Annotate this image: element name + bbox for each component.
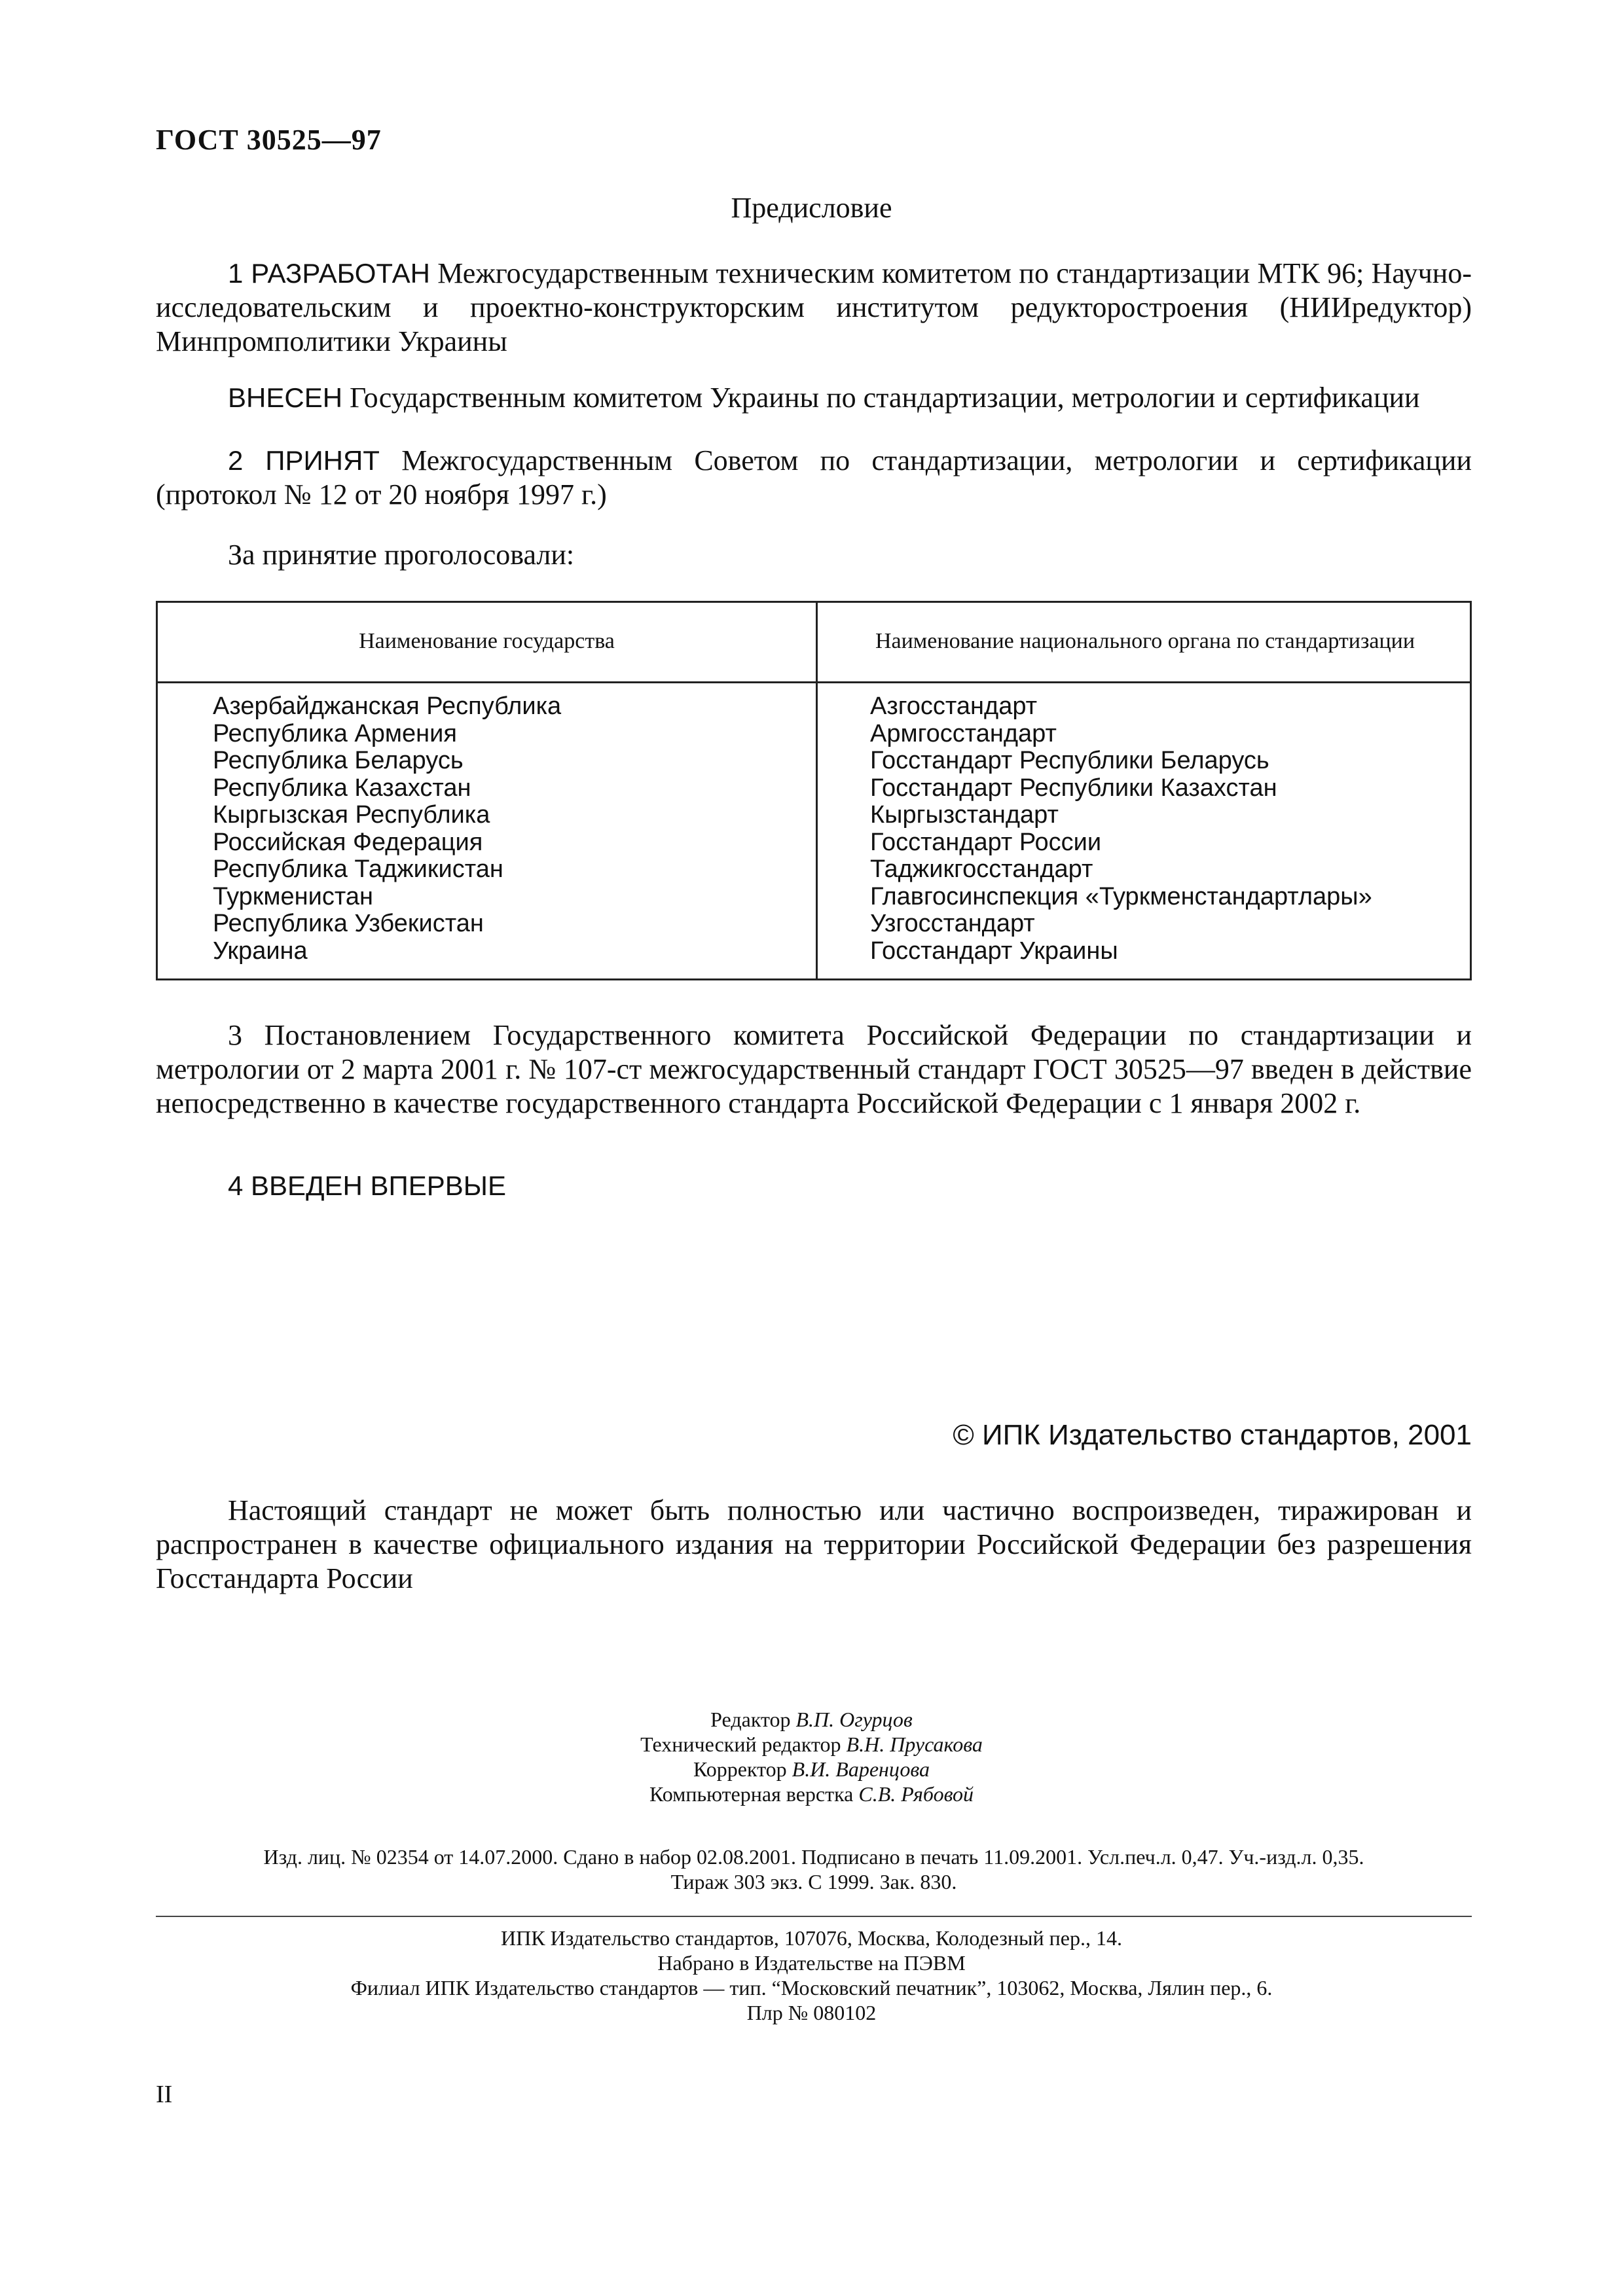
credit-name: В.Н. Прусакова xyxy=(846,1732,983,1756)
voting-table xyxy=(156,601,1472,980)
table-header-body: Наименование национального органа по стандартизации xyxy=(875,629,1415,653)
footer-line: ИПК Издательство стандартов, 107076, Москва, Колодезный пер., 14. xyxy=(501,1926,1122,1950)
paragraph-developed xyxy=(156,257,1472,359)
publication-info xyxy=(156,1844,1472,1894)
credit-proofreader xyxy=(0,1757,1623,1782)
publication-info-line: Изд. лиц. № 02354 от 14.07.2000. Сдано в набор 02.08.2001. Подписано в печать 11.09.2001. Усл.печ.л. 0,47. Уч.-изд.л. 0,35. xyxy=(263,1845,1364,1869)
developed-text: Межгосударственным техническим комитетом по стандартизации МТК 96; Научно-исследовательским и проектно-конструкторским институтом редукторостроения (НИИредуктор) Минпромполитики Украины xyxy=(156,257,1472,357)
imprint-footer xyxy=(0,1926,1623,2025)
credit-name: В.И. Варенцова xyxy=(792,1757,930,1781)
paragraph-enacted xyxy=(156,1018,1472,1121)
publication-info-line: Тираж 303 экз. С 1999. Зак. 830. xyxy=(670,1870,957,1893)
separator-rule xyxy=(156,1916,1472,1917)
table-column-bodies xyxy=(870,693,1372,965)
adopted-text: Межгосударственным Советом по стандартизации, метрологии и сертификации (протокол № 12 от 20 ноября 1997 г.) xyxy=(156,444,1472,511)
table-cell-body: Армгосстандарт xyxy=(870,719,1057,747)
footer-line: Плр № 080102 xyxy=(746,2001,877,2024)
table-cell-body: Узгосстандарт xyxy=(870,910,1035,937)
table-cell-state: Украина xyxy=(213,937,308,965)
table-cell-state: Азербайджанская Республика xyxy=(213,692,562,720)
credit-name: В.П. Огурцов xyxy=(795,1708,913,1731)
table-cell-body: Главгосинспекция «Туркменстандартлары» xyxy=(870,882,1372,910)
table-cell-state: Туркменистан xyxy=(213,882,373,910)
table-cell-body: Госстандарт Украины xyxy=(870,937,1118,965)
table-column-states xyxy=(213,693,561,965)
first-time-text: 4 ВВЕДЕН ВПЕРВЫЕ xyxy=(228,1170,506,1201)
introduced-label: ВНЕСЕН xyxy=(228,382,343,413)
paragraph-adopted xyxy=(156,444,1472,512)
adopted-label: 2 ПРИНЯТ xyxy=(228,445,380,476)
table-header-state: Наименование государства xyxy=(359,629,615,653)
credit-layout xyxy=(0,1782,1623,1806)
credit-name: С.В. Рябовой xyxy=(858,1782,974,1806)
developed-label: 1 РАЗРАБОТАН xyxy=(228,258,430,289)
table-cell-state: Республика Таджикистан xyxy=(213,855,503,883)
credits-block xyxy=(0,1707,1623,1806)
table-cell-state: Российская Федерация xyxy=(213,828,483,856)
table-cell-body: Таджикгосстандарт xyxy=(870,855,1093,883)
table-cell-state: Республика Беларусь xyxy=(213,747,464,774)
copyright-line: © ИПК Издательство стандартов, 2001 xyxy=(953,1419,1472,1451)
table-cell-body: Азгосстандарт xyxy=(870,692,1038,720)
credit-role: Корректор xyxy=(693,1757,792,1781)
credit-role: Технический редактор xyxy=(640,1732,847,1756)
table-header-divider xyxy=(158,681,1470,683)
credit-role: Редактор xyxy=(710,1708,796,1731)
credit-role: Компьютерная верстка xyxy=(649,1782,859,1806)
footer-line: Филиал ИПК Издательство стандартов — тип. “Московский печатник”, 103062, Москва, Лялин пер., 6. xyxy=(350,1976,1273,2000)
table-cell-body: Кыргызстандарт xyxy=(870,801,1059,829)
enacted-text: 3 Постановлением Государственного комитета Российской Федерации по стандартизации и метрологии от 2 марта 2001 г. № 107-ст межгосударственный стандарт ГОСТ 30525—97 введен в действие непосредственно в качестве государственного стандарта Российской Федерации с 1 января 2002 г. xyxy=(156,1019,1472,1119)
table-cell-body: Госстандарт Республики Беларусь xyxy=(870,747,1269,774)
footer-line: Набрано в Издательстве на ПЭВМ xyxy=(657,1951,966,1975)
introduced-text: Государственным комитетом Украины по стандартизации, метрологии и сертификации xyxy=(342,382,1420,414)
voted-text: За принятие проголосовали: xyxy=(228,539,575,571)
table-column-divider xyxy=(816,603,818,978)
page-number: II xyxy=(156,2081,173,2108)
paragraph-first-time xyxy=(156,1169,1472,1203)
table-cell-body: Госстандарт Республики Казахстан xyxy=(870,774,1277,802)
table-cell-state: Республика Узбекистан xyxy=(213,910,484,937)
credit-tech-editor xyxy=(0,1732,1623,1757)
paragraph-voted xyxy=(156,538,1472,572)
table-cell-body: Госстандарт России xyxy=(870,828,1102,856)
document-code: ГОСТ 30525—97 xyxy=(156,124,382,156)
table-cell-state: Республика Армения xyxy=(213,719,457,747)
table-cell-state: Кыргызская Республика xyxy=(213,801,490,829)
paragraph-reproduction-notice xyxy=(156,1494,1472,1596)
reproduction-notice-text: Настоящий стандарт не может быть полностью или частично воспроизведен, тиражирован и распространен в качестве официального издания на территории Российской Федерации без разрешения Госстандарта России xyxy=(156,1494,1472,1594)
credit-editor xyxy=(0,1707,1623,1732)
table-cell-state: Республика Казахстан xyxy=(213,774,471,802)
preface-heading: Предисловие xyxy=(731,192,892,224)
paragraph-introduced xyxy=(156,381,1472,415)
